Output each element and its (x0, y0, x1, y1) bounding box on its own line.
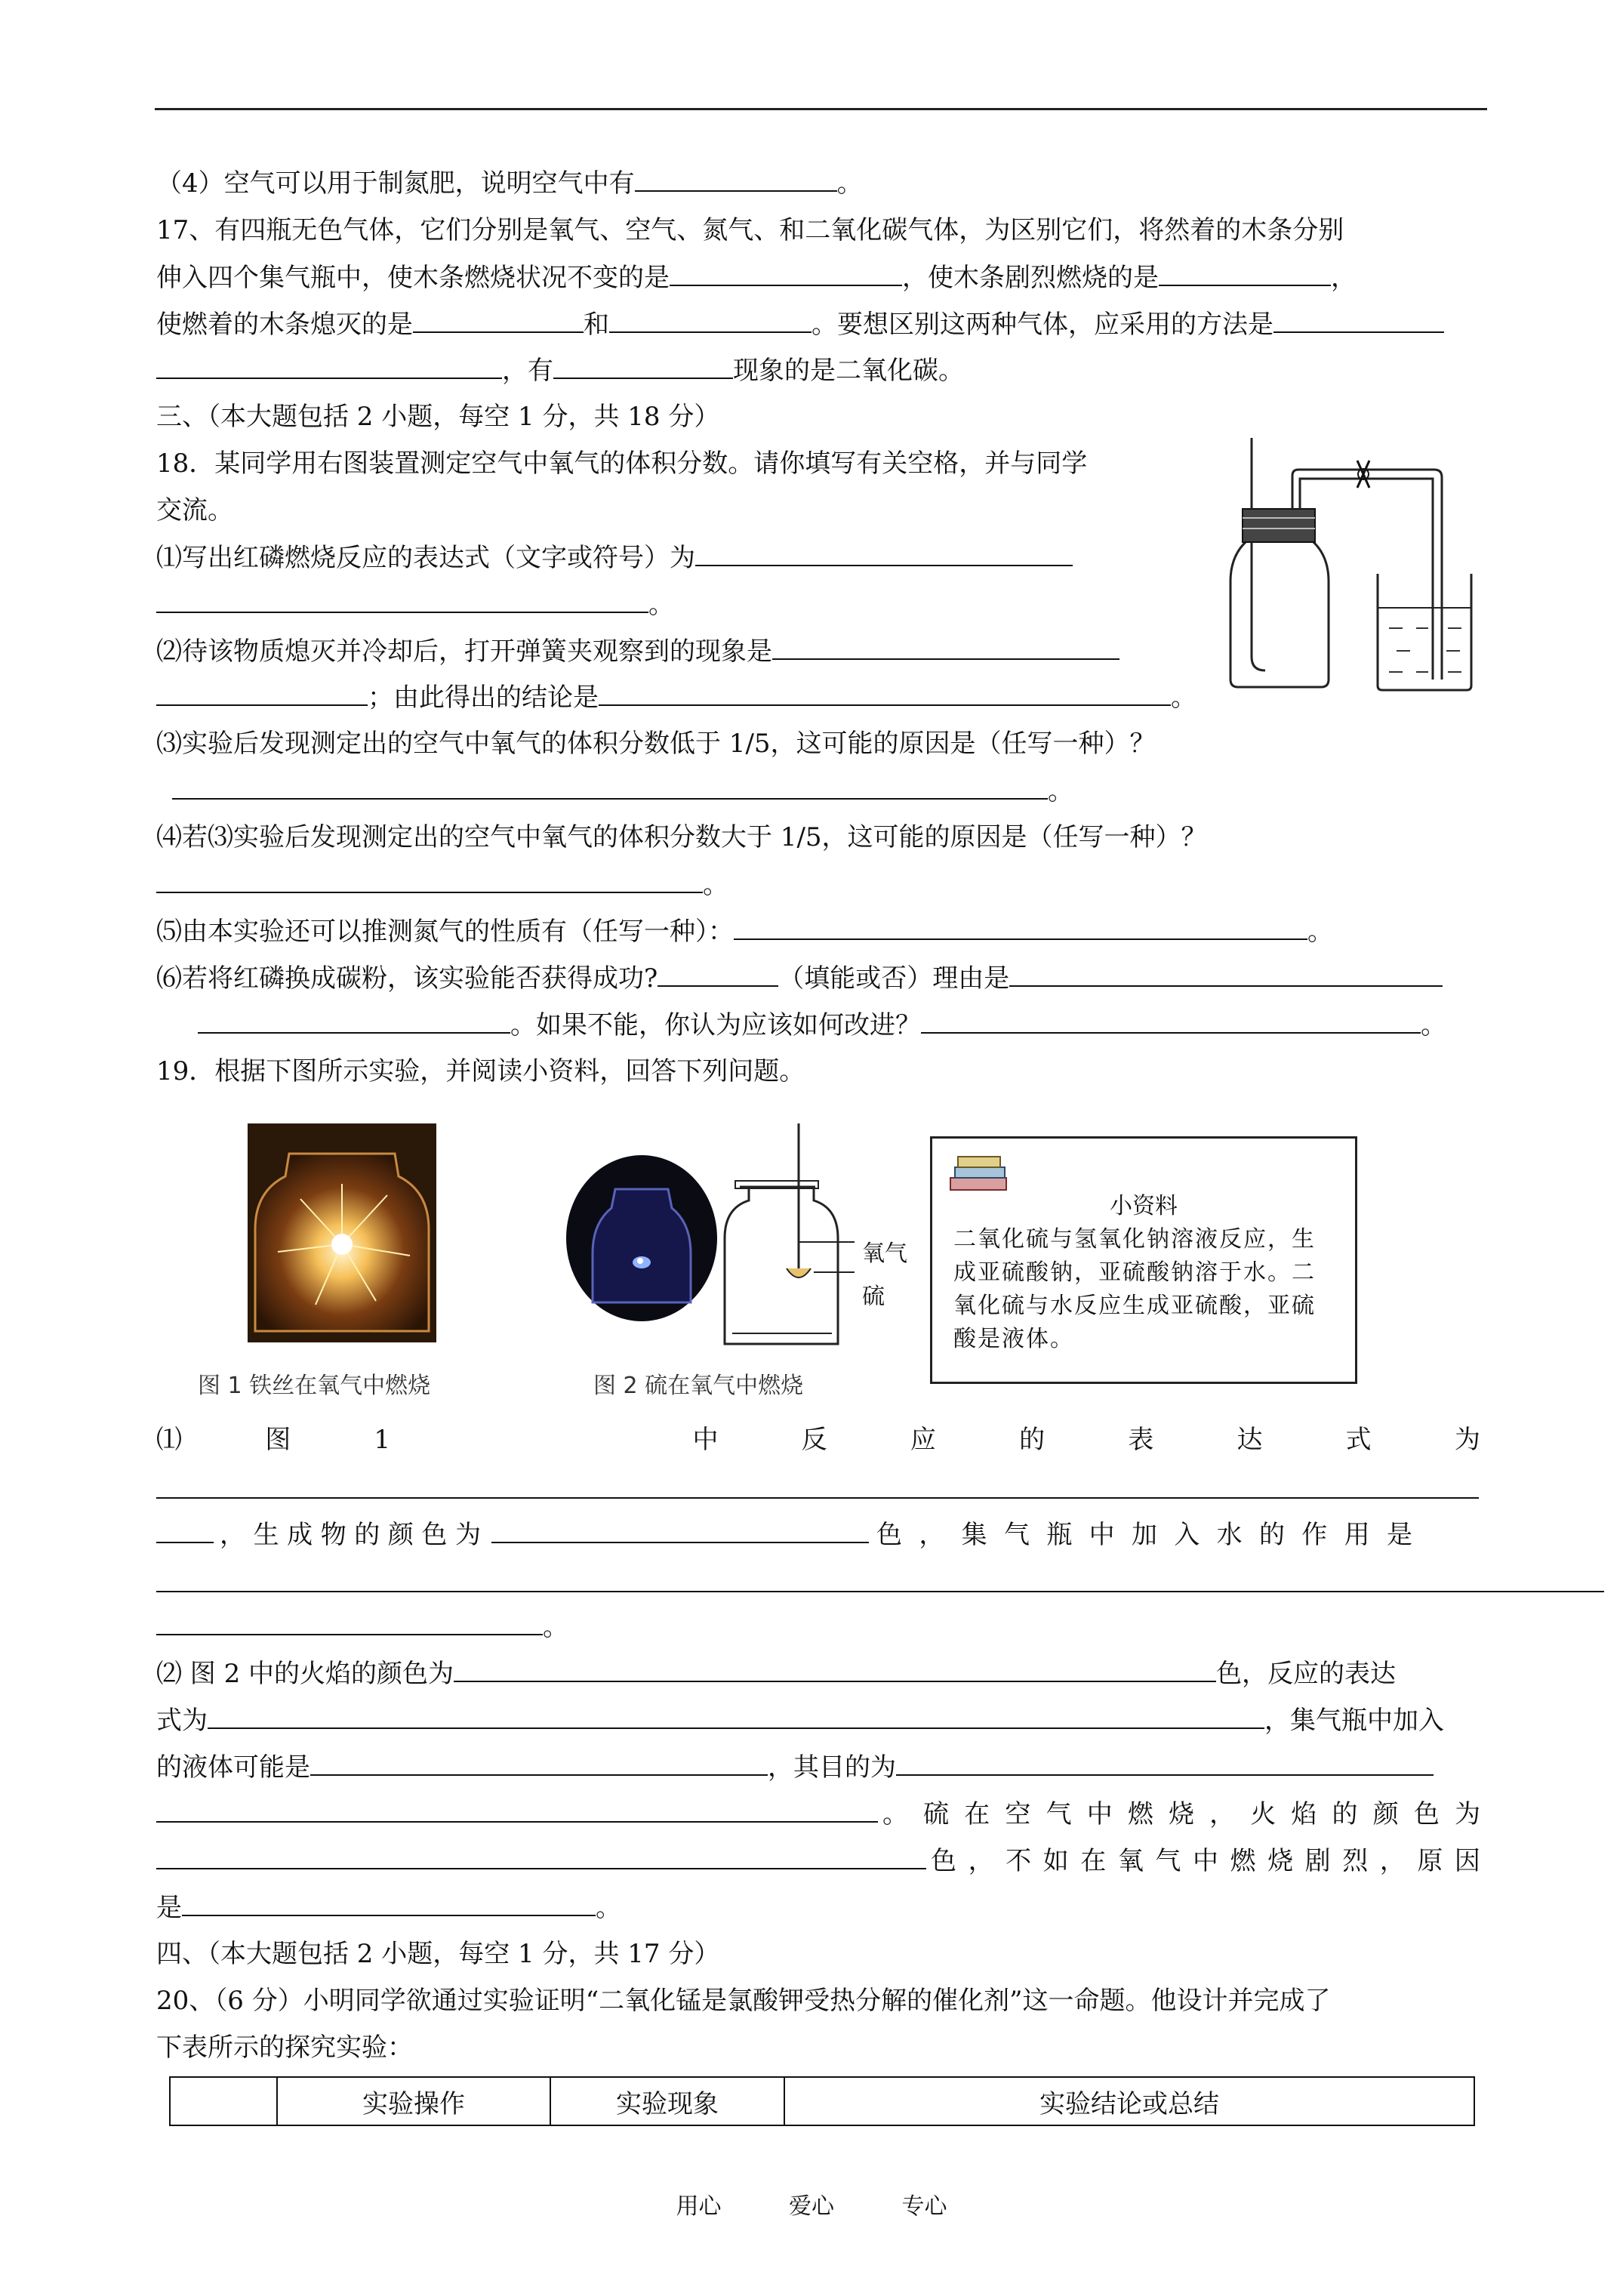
token: 为 (1454, 1425, 1480, 1455)
figure-1-caption: 图 1 铁丝在氧气中燃烧 (198, 1373, 431, 1399)
experiment-table (169, 2076, 1475, 2126)
answer-blank[interactable] (772, 636, 1119, 660)
footer-text: 爱心 (789, 2193, 834, 2220)
token: 1 (374, 1425, 391, 1455)
table-header-cell: 实验操作 (277, 2077, 550, 2125)
section-4-heading: 四、（本大题包括 2 小题，每空 1 分，共 17 分） (156, 1939, 720, 1969)
answer-blank[interactable] (208, 1705, 1264, 1729)
answer-blank[interactable] (182, 1892, 596, 1916)
token: 表 (1128, 1425, 1154, 1455)
answer-blank[interactable] (156, 1798, 878, 1823)
answer-blank[interactable] (921, 1009, 1421, 1034)
token: 应 (910, 1425, 936, 1455)
answer-blank[interactable] (156, 355, 502, 379)
answer-blank[interactable] (156, 682, 368, 706)
table-header-cell (170, 2077, 277, 2125)
answer-blank[interactable] (156, 1611, 543, 1635)
q17-line-3: 使燃着的木条熄灭的是 和 。要想区别这两种气体，应采用的方法是 (156, 309, 1444, 340)
sulfur-label: 硫 (862, 1284, 885, 1310)
table-header-cell: 实验现象 (550, 2077, 784, 2125)
token: 反 (801, 1425, 827, 1455)
answer-blank[interactable] (599, 682, 1171, 706)
figure-2-caption: 图 2 硫在氧气中燃烧 (593, 1373, 804, 1399)
iron-wire-burning-photo (248, 1123, 436, 1342)
q18-1-line-2: 。 (156, 589, 674, 620)
info-note-box (930, 1136, 1357, 1384)
answer-blank[interactable] (896, 1752, 1434, 1776)
header-rule (155, 108, 1487, 110)
q18-6-line: ⑹若将红磷换成碳粉，该实验能否获得成功? （填能或否）理由是 (156, 963, 1443, 994)
answer-blank[interactable] (156, 1845, 926, 1869)
oxygen-apparatus-figure (1208, 430, 1480, 695)
q19-2-line-2: 式为 ，集气瓶中加入 (156, 1706, 1444, 1736)
token: 式 (1345, 1425, 1372, 1455)
footer-text: 专心 (901, 2193, 947, 2220)
q18-2-line-2: ；由此得出的结论是 。 (156, 682, 1196, 713)
q17-line-4: ，有 现象的是二氧化碳。 (156, 355, 964, 386)
answer-blank[interactable] (1273, 309, 1444, 333)
q18-3-line-2: 。 (172, 775, 1073, 806)
answer-blank[interactable] (734, 916, 1307, 940)
q18-2-line: ⑵待该物质熄灭并冷却后，打开弹簧夹观察到的现象是 (156, 636, 1119, 667)
answer-blank[interactable] (310, 1752, 768, 1776)
answer-blank[interactable] (156, 869, 703, 893)
answer-blank[interactable] (1159, 262, 1331, 286)
q19-2-line-3: 的液体可能是 ，其目的为 (156, 1752, 1434, 1783)
note-title: 小资料 (1110, 1193, 1178, 1219)
q18-5-line: ⑸由本实验还可以推测氮气的性质有（任写一种）： 。 (156, 917, 1333, 947)
q19-1-line-3: ， 生 成 物 的 颜 色 为 色 ， 集 气 瓶 中 加 入 水 的 作 用 是 (156, 1519, 1480, 1550)
answer-blank[interactable] (658, 963, 778, 987)
q18-4-line-2: 。 (156, 869, 728, 900)
q18-line-2: 交流。 (156, 495, 233, 525)
token: 图 (265, 1425, 291, 1455)
q19-2-line-6: 是 。 (156, 1893, 621, 1923)
q20-line-2: 下表所示的探究实验： (156, 2032, 413, 2063)
table-header-cell: 实验结论或总结 (784, 2077, 1474, 2125)
token: 的 (1019, 1425, 1046, 1455)
q16-4-line: （4）空气可以用于制氮肥，说明空气中有 。 (156, 168, 863, 199)
q19-line: 19．根据下图所示实验，并阅读小资料，回答下列问题。 (156, 1056, 805, 1086)
answer-blank[interactable] (1009, 963, 1443, 987)
answer-blank[interactable] (156, 1591, 1604, 1592)
q18-4-line: ⑷若⑶实验后发现测定出的空气中氧气的体积分数大于 1/5，这可能的原因是（任写一种）？ (156, 822, 1207, 852)
q18-line-1: 18．某同学用右图装置测定空气中氧气的体积分数。请你填写有关空格，并与同学 (156, 448, 1088, 479)
answer-blank[interactable] (454, 1658, 1216, 1682)
q20-line-1: 20、（6 分）小明同学欲通过实验证明“二氧化锰是氯酸钾受热分解的催化剂”这一命题。他设计并完成了 (156, 1986, 1331, 2016)
answer-blank[interactable] (156, 1497, 1479, 1499)
q17-line-2: 伸入四个集气瓶中，使木条燃烧状况不变的是 ，使木条剧烈燃烧的是 ， (156, 263, 1357, 293)
answer-blank[interactable] (670, 262, 902, 286)
token: 达 (1236, 1425, 1263, 1455)
q18-3-line: ⑶实验后发现测定出的空气中氧气的体积分数低于 1/5，这可能的原因是（任写一种）？ (156, 729, 1156, 759)
token: ⑴ (156, 1425, 182, 1455)
answer-blank[interactable] (156, 1519, 214, 1543)
answer-blank[interactable] (156, 589, 648, 613)
q19-2-line-5: 色 ， 不 如 在 氧 气 中 燃 烧 剧 烈 ， 原 因 (156, 1845, 1480, 1876)
q19-1-line-5: 。 (156, 1611, 568, 1642)
answer-blank[interactable] (491, 1519, 869, 1543)
answer-blank[interactable] (553, 355, 733, 379)
answer-blank[interactable] (609, 309, 812, 333)
q18-1-line: ⑴写出红磷燃烧反应的表达式（文字或符号）为 (156, 542, 1073, 573)
table-header-row (170, 2077, 1474, 2125)
q19-2-line-4: 。 硫 在 空 气 中 燃 烧 ， 火 焰 的 颜 色 为 (156, 1798, 1480, 1829)
q18-6-line-2: 。如果不能，你认为应该如何改进？ 。 (198, 1009, 1446, 1040)
section-3-heading: 三、（本大题包括 2 小题，每空 1 分，共 18 分） (156, 402, 720, 432)
answer-blank[interactable] (635, 168, 837, 192)
answer-blank[interactable] (198, 1009, 510, 1034)
answer-blank[interactable] (695, 542, 1073, 566)
q19-2-line: ⑵ 图 2 中的火焰的颜色为 色，反应的表达 (156, 1659, 1397, 1689)
footer-text: 用心 (676, 2193, 722, 2220)
page-footer (0, 2187, 1623, 2220)
oxygen-label: 氧气 (862, 1240, 907, 1267)
note-text: 二氧化硫与氢氧化钠溶液反应，生成亚硫酸钠，亚硫酸钠溶于水。二氧化硫与水反应生成亚硫酸，亚硫酸是液体。 (953, 1226, 1316, 1352)
q17-line-1: 17、有四瓶无色气体，它们分别是氧气、空气、氮气、和二氧化碳气体，为区别它们，将然着的木条分别 (156, 215, 1344, 245)
answer-blank[interactable] (172, 775, 1048, 800)
answer-blank[interactable] (413, 309, 584, 333)
q19-1-line (156, 1425, 1480, 1455)
token: 中 (692, 1425, 719, 1455)
